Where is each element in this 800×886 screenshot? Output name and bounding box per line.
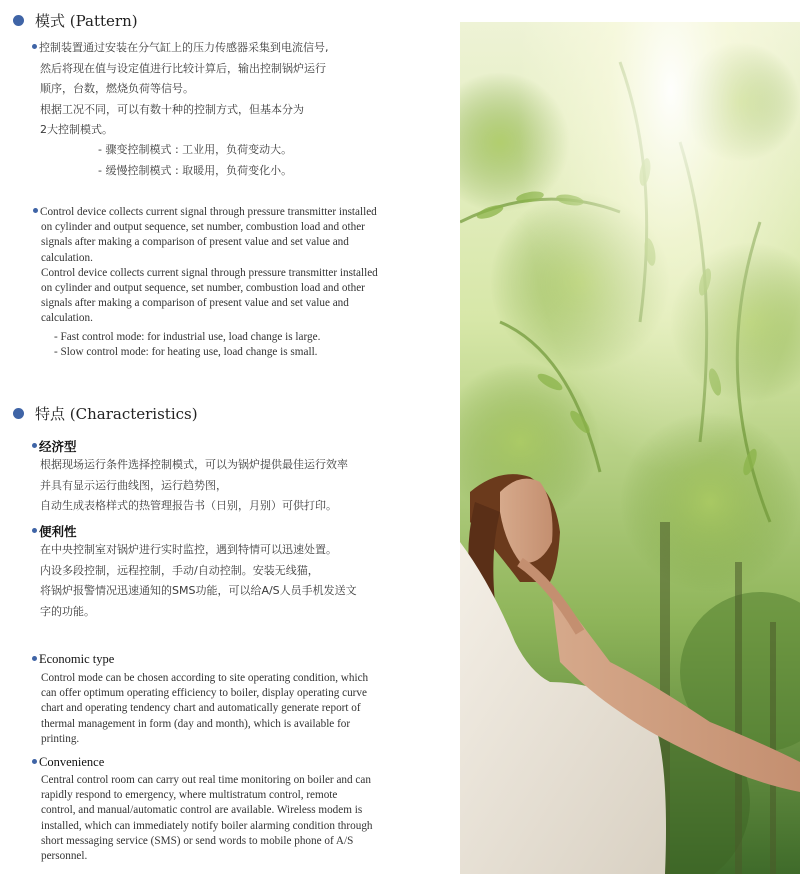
cn-line: 在中央控制室对锅炉进行实时监控，遇到特情可以迅速处置。	[40, 543, 337, 556]
en-line: signals after making a comparison of present value and set value and	[41, 236, 349, 249]
forest-woman-photo	[460, 22, 800, 874]
en-line: Central control room can carry out real time monitoring on boiler and can	[41, 774, 371, 786]
en-line: Control device collects current signal through pressure transmitter installed	[40, 206, 377, 218]
economic-cn-title	[32, 437, 77, 455]
cn-line: 然后将现在值与设定值进行比较计算后，输出控制锅炉运行	[40, 61, 326, 75]
en-line: calculation.	[41, 251, 93, 264]
pattern-cn-modes	[98, 140, 438, 181]
section-heading-pattern	[13, 10, 138, 31]
bullet-icon	[32, 759, 37, 764]
bullet-icon	[32, 656, 37, 661]
en-line: chart and operating tendency chart and automatically generate report of	[41, 702, 361, 715]
cn-mode-line: - 缓慢控制模式 : 取暖用，负荷变化小。	[98, 163, 293, 177]
bullet-icon	[32, 528, 37, 533]
en-line: on cylinder and output sequence, set number, combustion load and other	[41, 282, 365, 295]
en-line: calculation.	[41, 312, 93, 325]
en-line: short messaging service (SMS) or send words to mobile phone of A/S	[41, 834, 354, 847]
cn-line: 字的功能。	[40, 604, 95, 618]
convenience-en-title	[32, 755, 104, 770]
en-line: printing.	[41, 732, 80, 745]
cn-line: 控制装置通过安装在分气缸上的压力传感器采集到电流信号,	[39, 41, 329, 54]
bullet-icon	[33, 208, 38, 213]
en-line: control, and manual/automatic control are available. Wireless modem is	[41, 804, 363, 817]
en-line: rapidly respond to emergency, where multistratum control, remote	[41, 789, 338, 802]
bullet-icon	[32, 443, 37, 448]
cn-line: 自动生成表格样式的热管理报告书（日别，月别）可供打印。	[40, 499, 337, 512]
heading-text: 特点 (Characteristics)	[35, 405, 198, 423]
cn-line: 并具有显示运行曲线图，运行趋势图，	[40, 478, 227, 492]
title-text: Convenience	[39, 755, 105, 769]
cn-line: 根据现场运行条件选择控制模式，可以为锅炉提供最佳运行效率	[40, 458, 348, 471]
cn-line: 顺序，台数，燃烧负荷等信号。	[40, 82, 194, 95]
en-line: Control device collects current signal through pressure transmitter installed	[41, 266, 378, 279]
en-mode-line: - Slow control mode: for heating use, load change is small.	[54, 346, 318, 359]
economic-cn-paragraph	[40, 455, 440, 517]
en-line: signals after making a comparison of present value and set value and	[41, 297, 349, 310]
cn-line: 2大控制模式。	[40, 123, 113, 136]
section-heading-characteristics	[13, 403, 198, 424]
title-text: 经济型	[39, 439, 77, 454]
bullet-icon	[13, 408, 24, 419]
economic-en-title	[32, 652, 114, 667]
pattern-cn-paragraph	[32, 38, 442, 141]
bullet-icon	[13, 15, 24, 26]
heading-text: 模式 (Pattern)	[35, 12, 138, 30]
convenience-cn-paragraph	[40, 540, 440, 622]
pattern-en-modes	[54, 330, 424, 360]
title-text: Economic type	[39, 652, 115, 666]
bullet-icon	[32, 44, 37, 49]
convenience-en-paragraph	[41, 773, 422, 864]
cn-line: 根据工况不同，可以有数十种的控制方式，但基本分为	[40, 102, 304, 116]
en-line: can offer optimum operating efficiency to boiler, display operating curve	[41, 687, 367, 700]
en-line: Control mode can be chosen according to site operating condition, which	[41, 672, 369, 684]
en-mode-line: - Fast control mode: for industrial use, load change is large.	[54, 331, 321, 343]
en-line: thermal management in form (day and month), which is available for	[41, 717, 351, 730]
en-line: personnel.	[41, 850, 88, 863]
photo-illustration	[460, 22, 800, 874]
cn-line: 内设多段控制，远程控制，手动/自动控制。安装无线猫，	[40, 563, 319, 577]
convenience-cn-title	[32, 522, 77, 540]
en-line: on cylinder and output sequence, set number, combustion load and other	[41, 221, 365, 234]
cn-line: 将锅炉报警情况迅速通知的SMS功能，可以给A/S人员手机发送文	[40, 584, 357, 597]
title-text: 便利性	[39, 524, 77, 539]
pattern-en-paragraph	[33, 205, 422, 327]
en-line: installed, which can immediately notify boiler alarming condition through	[41, 819, 373, 832]
economic-en-paragraph	[41, 671, 420, 747]
cn-mode-line: - 骤变控制模式 : 工业用，负荷变动大。	[98, 143, 293, 156]
